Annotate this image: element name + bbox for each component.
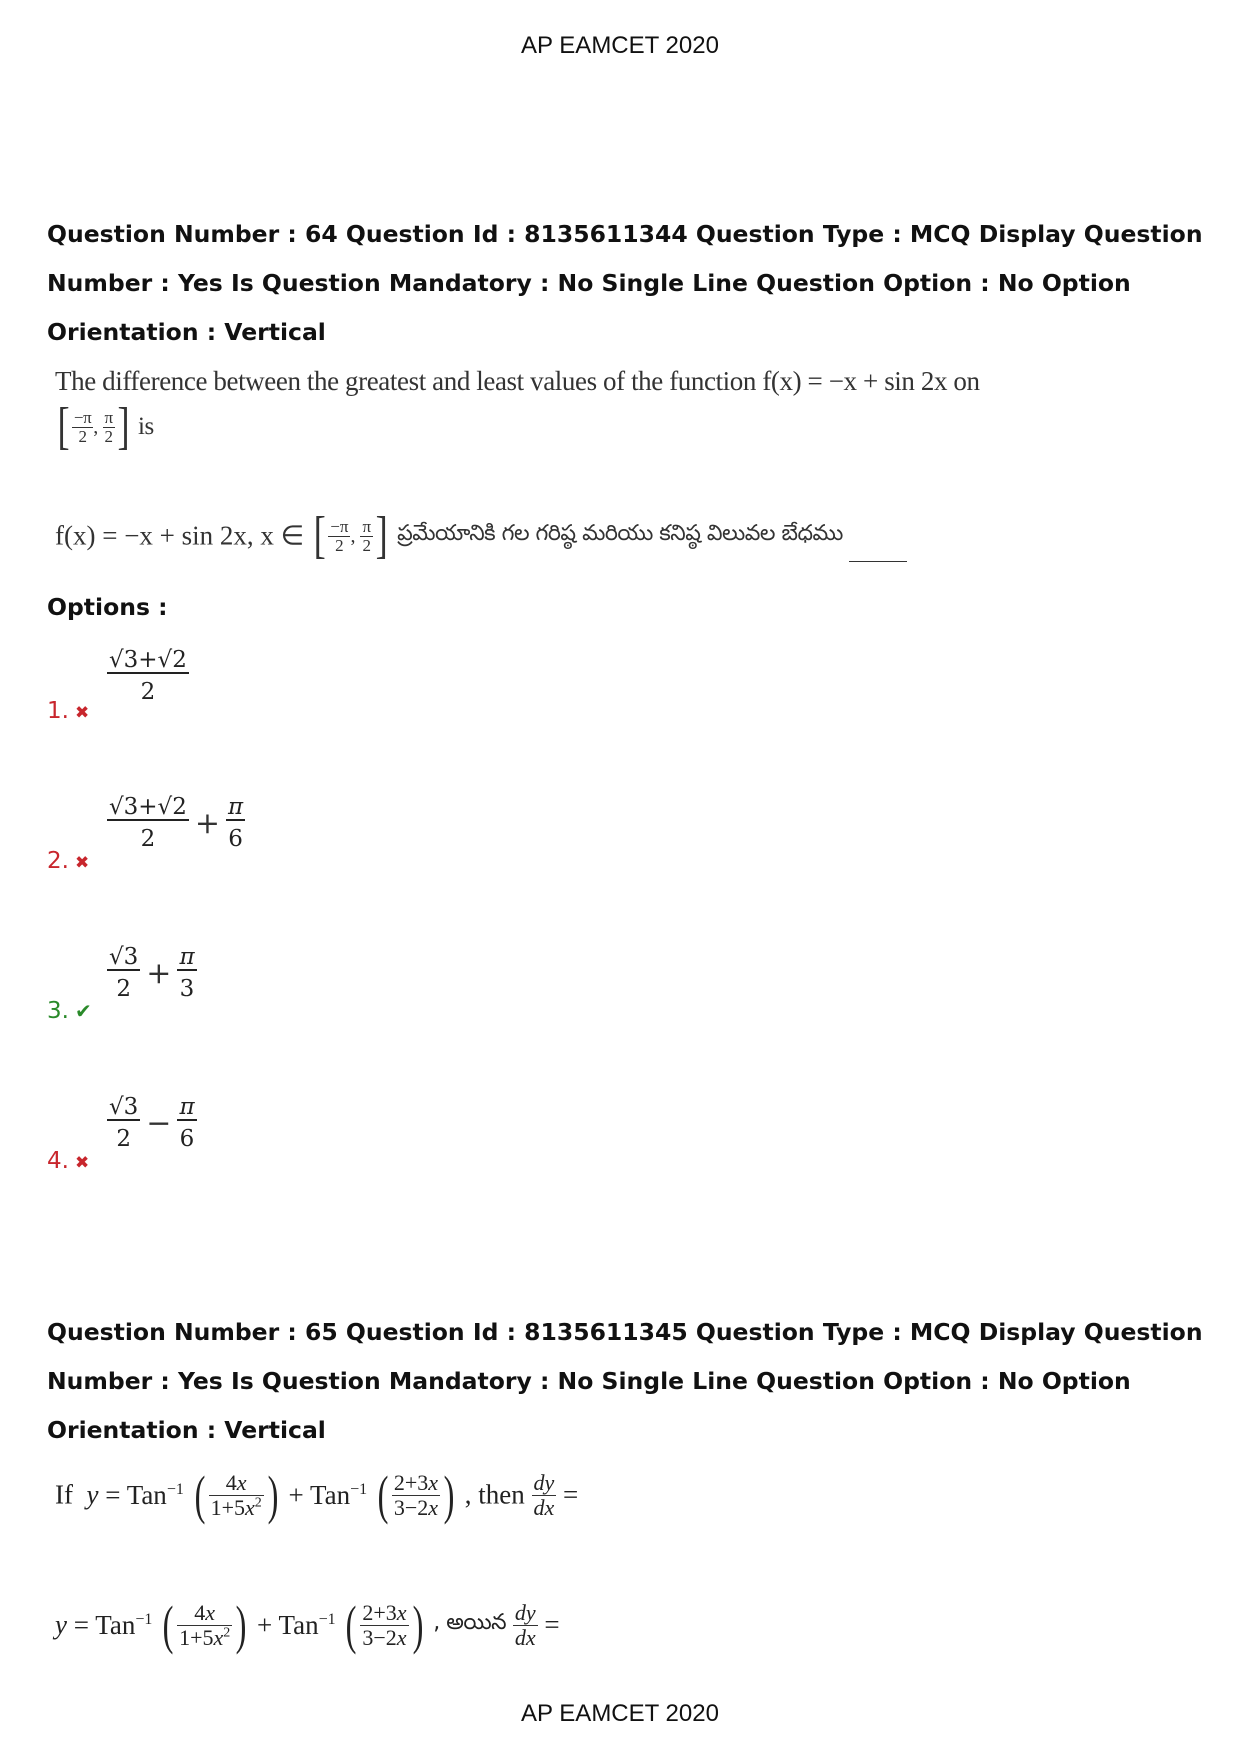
page-footer: AP EAMCET 2020 [521,1700,719,1727]
option-4-expression: $\frac{√3}{2}$ − $\frac{\pi}{6}$ [109,1094,195,1153]
question-64-english-text [55,366,980,453]
q64-meta-line-2: Number : Yes Is Question Mandatory : No Single Line Question Option : No Option [47,269,1131,297]
q64-meta-line-1: Question Number : 64 Question Id : 8135611344 Question Type : MCQ Display Question [47,220,1203,248]
options-heading: Options : [47,593,168,621]
cross-mark-icon: ✖ [74,1153,90,1173]
q64-en-is: is [137,413,154,440]
question-64-telugu-text: f(x) = −x + sin 2x, x ∈ [ $\frac{-\pi}{2}$ , $\frac{\pi}{2}$ ] ప్రమేయానికి గల గరిష్ఠ మరియు కనిష్ఠ విలువల బేధము [55,510,907,562]
interval-upper-bound: $\frac{\pi}{2}$ [104,407,113,446]
option-2-label: 2. ✖ [47,848,90,874]
q64-meta-line-3: Orientation : Vertical [47,318,326,346]
question-64-metadata [47,210,1203,357]
q65-meta-line-2: Number : Yes Is Question Mandatory : No Single Line Question Option : No Option [47,1367,1131,1395]
q64-te-text: ప్రమేయానికి గల గరిష్ఠ మరియు కనిష్ఠ విలువల బేధము [397,521,843,546]
q64-te-prefix: f(x) = −x + sin 2x, x ∈ [55,520,305,551]
answer-blank [849,561,907,562]
option-2-expression: $\frac{√3+√2}{2}$ + $\frac{\pi}{6}$ [109,794,244,853]
option-3-expression: $\frac{√3}{2}$ + $\frac{\pi}{3}$ [109,944,195,1003]
question-65-metadata [47,1308,1203,1455]
option-1-expression: $\frac{√3+√2}{2}$ [109,647,187,706]
q65-meta-line-1: Question Number : 65 Question Id : 8135611345 Question Type : MCQ Display Question [47,1318,1203,1346]
option-1-label: 1. ✖ [47,698,90,724]
q65-meta-line-3: Orientation : Vertical [47,1416,326,1444]
q64-interval-line: [ $\frac{-\pi}{2}$ , $\frac{\pi}{2}$ ] is [57,398,154,455]
cross-mark-icon: ✖ [74,703,90,723]
question-65-english-text: If y = Tan$^{-1}$ ( $\frac{4x}{1+5x^2}$ ) + Tan$^{-1}$ ( $\frac{2+3x}{3-2x}$ ) , then $\frac{dy}{dx}$ = [55,1465,579,1525]
page-header: AP EAMCET 2020 [521,32,719,59]
q64-en-line: The difference between the greatest and least values of the function f(x) = −x + sin 2x on [55,366,980,396]
option-3-label: 3. ✔ [47,998,92,1024]
option-4-label: 4. ✖ [47,1148,90,1174]
question-65-telugu-text: y = Tan$^{-1}$ ( $\frac{4x}{1+5x^2}$ ) + Tan$^{-1}$ ( $\frac{2+3x}{3-2x}$ ) , అయిన $\frac{dy}{dx}$ = [55,1595,560,1655]
check-mark-icon: ✔ [74,999,92,1023]
cross-mark-icon: ✖ [74,853,90,873]
interval-lower-bound: $\frac{-\pi}{2}$ [73,407,92,446]
